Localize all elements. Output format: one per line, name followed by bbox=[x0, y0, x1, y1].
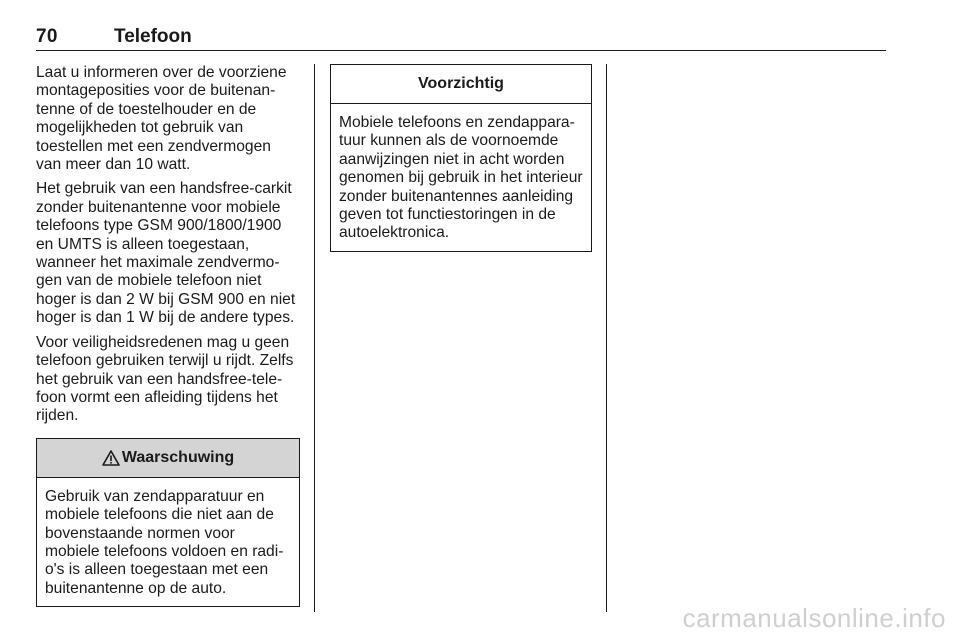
caution-box bbox=[330, 64, 592, 252]
middle-column bbox=[330, 64, 592, 252]
paragraph-safety: Voor veiligheidsredenen mag u geen telefoon gebruiken terwijl u rijdt. Zelfs het gebruik van een handsfree-telefoon vormt een afleiding tijdens het rijden. bbox=[36, 333, 294, 425]
left-column bbox=[36, 64, 300, 607]
warning-text: Gebruik van zendapparatuur en mobiele telefoons die niet aan de bovenstaande normen voor mobiele telefoons voldoen en radio's is alleen toegestaan met een buitenantenne op de auto. bbox=[45, 487, 284, 597]
watermark: carmanualsonline.info bbox=[682, 603, 946, 633]
paragraph-montage: Laat u informeren over de voorziene montageposities voor de buitenantenne of de toestelhouder en de mogelijkheden tot gebruik van toestellen met een zendvermogen van meer dan 10 watt. bbox=[36, 64, 287, 174]
paragraph-handsfree: Het gebruik van een handsfree-carkit zonder buitenantenne voor mobiele telefoons type GSM 900/1800/1900 en UMTS is alleen toegestaan, wanneer het maximale zendvermogen van de mobiele telefoon niet hoger is dan 2 W bij GSM 900 en niet hoger is dan 1 W bij de andere types. bbox=[36, 180, 296, 327]
warning-header bbox=[37, 439, 299, 478]
warning-title: Waarschuwing bbox=[121, 448, 235, 466]
caution-text: Mobiele telefoons en zendapparatuur kunnen als de voornoemde aanwijzingen niet in acht worden genomen bij gebruik in het interieur zonder buitenantennes aanleiding geven tot functiestoringen in de autoelektronica. bbox=[339, 114, 583, 242]
warning-triangle-icon bbox=[102, 450, 120, 466]
warning-box bbox=[36, 438, 300, 607]
page-header bbox=[36, 26, 886, 51]
page-number: 70 bbox=[36, 26, 58, 47]
column-divider-left bbox=[314, 64, 315, 612]
column-divider-right bbox=[606, 64, 607, 612]
caution-title: Voorzichtig bbox=[418, 75, 504, 92]
section-title: Telefoon bbox=[114, 26, 192, 47]
caution-header bbox=[331, 65, 591, 104]
